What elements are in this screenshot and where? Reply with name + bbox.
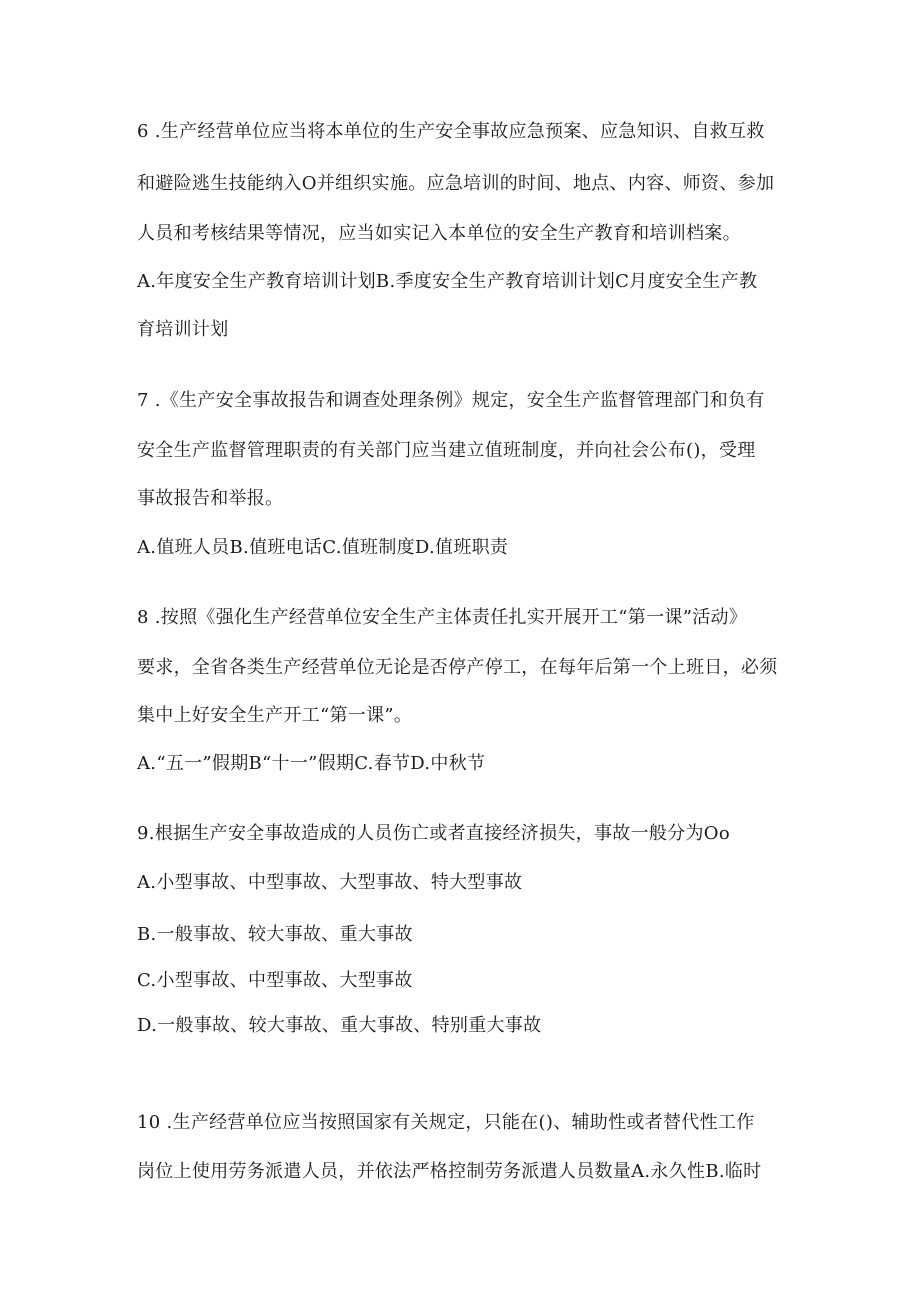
q10-line-2: 岗位上使用劳务派遣人员，并依法严格控制劳务派遣人员数量A.永久性B.临时 <box>137 1161 762 1182</box>
q9-line-1: 9.根据生产安全事故造成的人员伤亡或者直接经济损失，事故一般分为Oo <box>137 823 730 844</box>
q8-line-2: 要求，全省各类生产经营单位无论是否停产停工，在每年后第一个上班日，必须 <box>137 657 778 678</box>
q8-line-3: 集中上好安全生产开工“第一课”。 <box>137 705 413 726</box>
q6-line-3: 人员和考核结果等情况，应当如实记入本单位的安全生产教育和培训档案。 <box>137 223 741 244</box>
q8-line-1: 8 .按照《强化生产经营单位安全生产主体责任扎实开展开工“第一课”活动》 <box>137 607 748 628</box>
q9-option-b: B.一般事故、较大事故、重大事故 <box>137 924 413 945</box>
q7-line-3: 事故报告和举报。 <box>137 488 284 509</box>
q6-line-2: 和避险逃生技能纳入O并组织实施。应急培训的时间、地点、内容、师资、参加 <box>137 173 775 194</box>
q9-option-d: D.一般事故、较大事故、重大事故、特别重大事故 <box>137 1015 542 1036</box>
q7-line-1: 7 .《生产安全事故报告和调查处理条例》规定，安全生产监督管理部门和负有 <box>137 390 765 411</box>
q8-options: A.“五一”假期B“十一”假期C.春节D.中秋节 <box>137 753 486 774</box>
q7-line-2: 安全生产监督管理职责的有关部门应当建立值班制度，并向社会公布()，受理 <box>137 440 756 461</box>
q6-line-1: 6 .生产经营单位应当将本单位的生产安全事故应急预案、应急知识、自救互救 <box>137 121 765 142</box>
q10-line-1: 10 .生产经营单位应当按照国家有关规定，只能在()、辅助性或者替代性工作 <box>137 1112 755 1133</box>
q9-option-c: C.小型事故、中型事故、大型事故 <box>137 970 413 991</box>
q7-options: A.值班人员B.值班电话C.值班制度D.值班职责 <box>137 537 509 558</box>
q6-options-line-2: 育培训计划 <box>137 319 229 340</box>
q9-option-a: A.小型事故、中型事故、大型事故、特大型事故 <box>137 872 523 893</box>
q6-options-line-1: A.年度安全生产教育培训计划B.季度安全生产教育培训计划C月度安全生产教 <box>137 271 758 292</box>
